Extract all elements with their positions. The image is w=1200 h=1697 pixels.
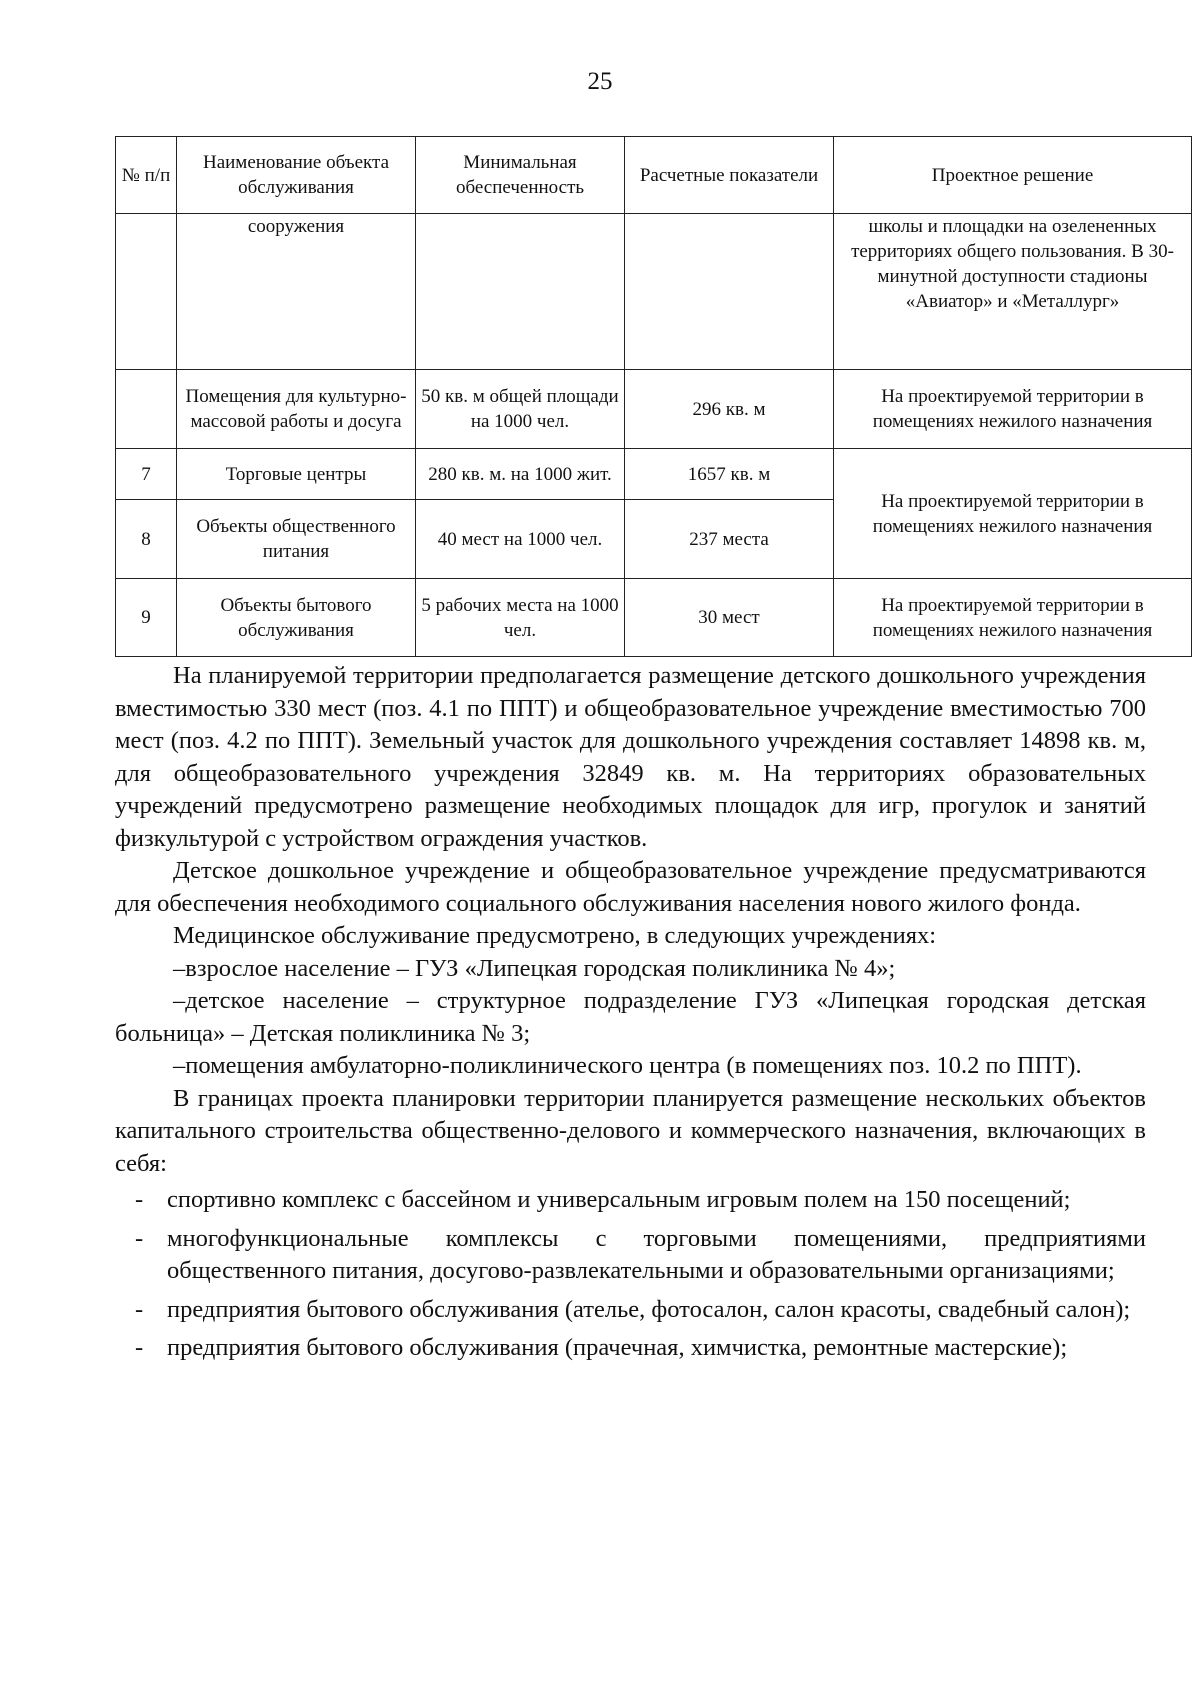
list-item-text: спортивно комплекс с бассейном и универсальным игровым полем на 150 посещений;	[167, 1186, 1071, 1213]
list-item	[115, 1332, 1146, 1365]
cell-object-name: Помещения для культурно-массовой работы и досуга	[177, 370, 416, 449]
cell-min-provision: 50 кв. м общей площади на 1000 чел.	[416, 370, 625, 449]
cell-number	[116, 214, 177, 370]
cell-min-provision: 40 мест на 1000 чел.	[416, 500, 625, 579]
header-calculated: Расчетные показатели	[625, 137, 834, 214]
page-number: 25	[587, 68, 613, 95]
table-row	[116, 579, 1192, 657]
cell-object-name: Торговые центры	[177, 449, 416, 500]
list-item-text: предприятия бытового обслуживания (ателье, фотосалон, салон красоты, свадебный салон);	[167, 1295, 1131, 1323]
paragraph-child-clinic: –детское население – структурное подразделение ГУЗ «Липецкая городская детская больница» – Детская поликлиника № 3;	[115, 987, 1146, 1047]
list-item-text: многофункциональные комплексы с торговыми помещениями, предприятиями общественного питания, досугово-развлекательными и образовательными организациями;	[167, 1224, 1146, 1284]
bullet-marker: -	[135, 1186, 144, 1213]
table-header-row	[116, 137, 1192, 214]
cell-solution: На проектируемой территории в помещениях нежилого назначения	[834, 579, 1192, 657]
cell-calculated: 296 кв. м	[625, 370, 834, 449]
list-item-text: предприятия бытового обслуживания (прачечная, химчистка, ремонтные мастерские);	[167, 1334, 1068, 1361]
cell-solution: На проектируемой территории в помещениях нежилого назначения	[834, 370, 1192, 449]
list-item	[115, 1223, 1146, 1288]
paragraph-medical-intro: Медицинское обслуживание предусмотрено, в следующих учреждениях:	[173, 922, 937, 949]
commercial-list	[115, 1184, 1146, 1365]
header-solution: Проектное решение	[834, 137, 1192, 214]
cell-min-provision: 5 рабочих места на 1000 чел.	[416, 579, 625, 657]
cell-calculated: 1657 кв. м	[625, 449, 834, 500]
cell-calculated: 30 мест	[625, 579, 834, 657]
cell-object-name: Объекты бытового обслуживания	[177, 579, 416, 657]
bullet-marker: -	[135, 1224, 144, 1252]
services-table	[115, 136, 1192, 657]
cell-min-provision: 280 кв. м. на 1000 жит.	[416, 449, 625, 500]
table-row	[116, 449, 1192, 500]
paragraph-education: На планируемой территории предполагается размещение детского дошкольного учреждения вместимостью 330 мест (поз. 4.1 по ППТ) и общеобразовательное учреждение вместимостью 700 мест (поз. 4.2 по ППТ). Земельный участок для дошкольного учреждения составляет 14898 кв. м, для общеобразовательного учреждения 32849 кв. м. На территориях образовательных учреждений предусмотрено размещение необходимых площадок для игр, прогулок и занятий физкультурой с устройством ограждения участков.	[115, 662, 1146, 852]
paragraph-adult-clinic: –взрослое население – ГУЗ «Липецкая городская поликлиника № 4»;	[173, 954, 896, 982]
cell-calculated	[625, 214, 834, 370]
header-object-name: Наименование объекта обслуживания	[177, 137, 416, 214]
paragraph-social-service: Детское дошкольное учреждение и общеобразовательное учреждение предусматриваются для обеспечения необходимого социального обслуживания населения нового жилого фонда.	[115, 857, 1146, 917]
list-item	[115, 1294, 1146, 1327]
header-number: № п/п	[116, 137, 177, 214]
paragraph-ambulatory: –помещения амбулаторно-поликлинического центра (в помещениях поз. 10.2 по ППТ).	[173, 1052, 1082, 1079]
bullet-marker: -	[135, 1334, 144, 1361]
cell-solution: школы и площадки на озелененных территориях общего пользования. В 30-минутной доступности стадионы «Авиатор» и «Металлург»	[834, 214, 1192, 370]
table-row	[116, 214, 1192, 370]
paragraph-commercial-intro: В границах проекта планировки территории планируется размещение нескольких объектов капитального строительства общественно-делового и коммерческого назначения, включающих в себя:	[115, 1084, 1146, 1177]
cell-number	[116, 370, 177, 449]
cell-min-provision	[416, 214, 625, 370]
table-row	[116, 370, 1192, 449]
cell-number: 9	[116, 579, 177, 657]
header-min-provision: Минимальная обеспеченность	[416, 137, 625, 214]
cell-object-name: сооружения	[177, 214, 416, 370]
cell-number: 7	[116, 449, 177, 500]
bullet-marker: -	[135, 1295, 144, 1323]
cell-solution: На проектируемой территории в помещениях нежилого назначения	[834, 449, 1192, 579]
list-item	[115, 1184, 1146, 1217]
cell-calculated: 237 места	[625, 500, 834, 579]
body-text	[115, 660, 1146, 1371]
cell-object-name: Объекты общественного питания	[177, 500, 416, 579]
cell-number: 8	[116, 500, 177, 579]
